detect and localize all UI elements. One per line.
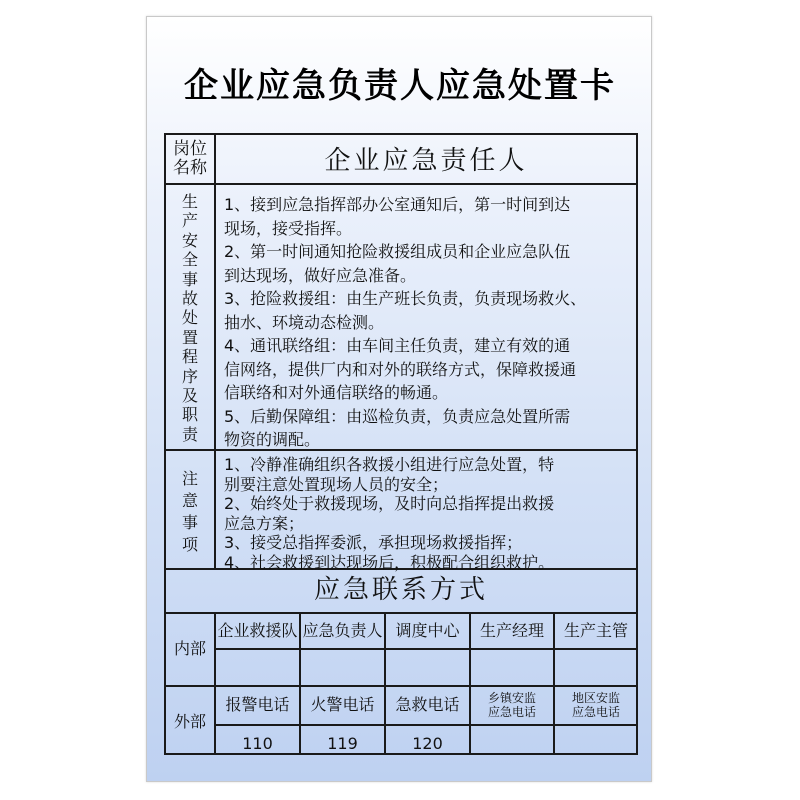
row-divider [164, 183, 638, 185]
notes-text [224, 455, 554, 572]
internal-label: 内部 [173, 639, 206, 658]
label-char: 置 [181, 327, 198, 347]
external-header: 乡镇安监 应急电话 [487, 691, 536, 719]
external-header: 地区安监 应急电话 [571, 691, 620, 719]
internal-header: 生产经理 [479, 621, 544, 640]
text-line: 2、第一时间通知抢险救援组成员和企业应急队伍 [224, 242, 571, 261]
row-divider [164, 685, 638, 687]
label-char: 序 [181, 366, 198, 386]
label-char: 生 [181, 192, 198, 211]
text-line: 5、后勤保障组：由巡检负责，负责应急处置所需 [224, 406, 571, 426]
text-line: 物资的调配。 [224, 430, 321, 449]
text-line: 3、抢险救援组：由生产班长负责，负责现场救火、 [224, 289, 587, 308]
label-char: 及 [181, 386, 198, 406]
text-line: 信网络，提供厂内和对外的联络方式，保障救援通 [224, 359, 577, 379]
label-char: 项 [181, 535, 198, 554]
text-line: 信联络和对外通信联络的畅通。 [224, 383, 449, 402]
phone-number: 110 [242, 734, 273, 753]
phone-number: 120 [412, 734, 443, 753]
text-line: 2、始终处于救援现场，及时向总指挥提出救援 [224, 494, 555, 513]
text-line: 别要注意处置现场人员的安全； [224, 474, 449, 494]
external-header: 报警电话 [225, 695, 290, 714]
row-divider [216, 724, 638, 726]
label-char: 意 [181, 491, 198, 510]
label-char: 注 [181, 469, 198, 488]
text-line: 1、接到应急指挥部办公室通知后，第一时间到达 [224, 195, 571, 214]
external-header: 火警电话 [310, 695, 375, 714]
label-char: 处 [181, 308, 198, 328]
notes-label [170, 468, 210, 556]
text-line: 到达现场，做好应急准备。 [224, 265, 417, 285]
position-label: 岗位 名称 [173, 139, 207, 178]
text-line: 4、通讯联络组：由车间主任负责，建立有效的通 [224, 336, 571, 355]
card-title: 企业应急负责人应急处置卡 [184, 66, 616, 106]
column-divider [214, 133, 216, 568]
row-divider [216, 648, 638, 650]
position-value: 企业应急责任人 [324, 146, 528, 176]
label-char: 事 [181, 513, 198, 532]
internal-header: 调度中心 [395, 621, 460, 640]
label-char: 事 [181, 269, 198, 289]
internal-header: 应急负责人 [302, 621, 383, 640]
phone-number: 119 [327, 734, 358, 753]
text-line: 4、社会救援到达现场后，积极配合组织救护。 [224, 552, 555, 572]
label-char: 安 [181, 230, 198, 250]
procedures-text [224, 193, 586, 452]
external-header: 急救电话 [395, 695, 460, 714]
external-label: 外部 [173, 712, 206, 731]
procedures-label [170, 192, 210, 444]
row-divider [164, 612, 638, 614]
label-char: 程 [181, 347, 198, 367]
label-char: 故 [181, 289, 198, 309]
label-char: 产 [181, 211, 198, 231]
internal-header: 生产主管 [563, 621, 628, 640]
text-line: 抽水、环境动态检测。 [224, 312, 385, 332]
text-line: 3、接受总指挥委派，承担现场救援指挥； [224, 533, 523, 552]
text-line: 现场，接受指挥。 [224, 218, 353, 238]
label-char: 责 [181, 424, 198, 444]
text-line: 1、冷静准确组织各救援小组进行应急处置，特 [224, 455, 555, 474]
internal-header: 企业救援队 [217, 621, 298, 640]
label-char: 职 [181, 405, 198, 425]
label-char: 全 [181, 250, 198, 270]
contacts-title: 应急联系方式 [313, 575, 488, 605]
text-line: 应急方案； [224, 513, 305, 533]
